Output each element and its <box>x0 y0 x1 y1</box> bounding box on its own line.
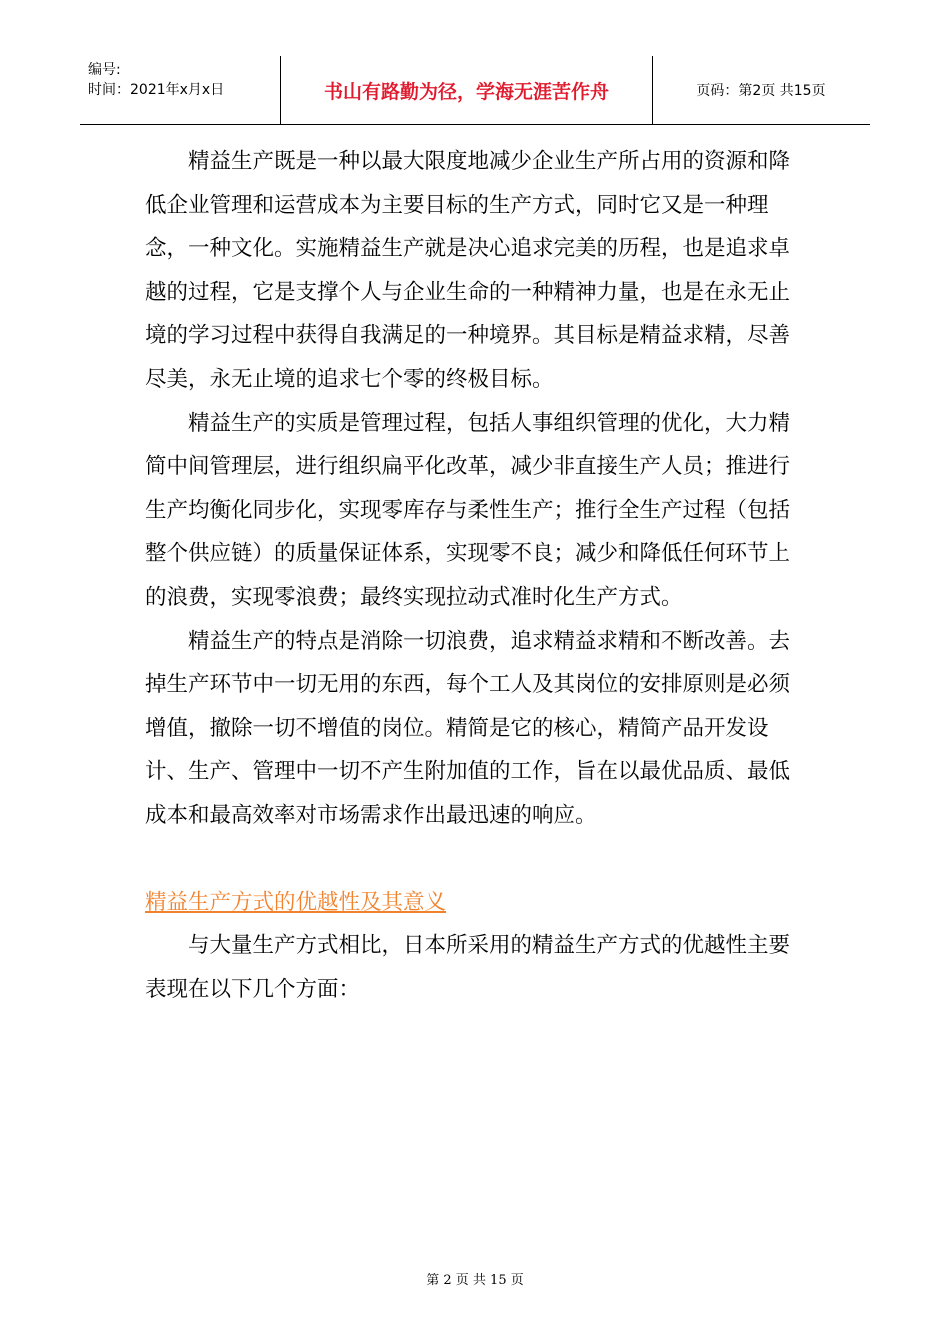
document-body <box>145 140 805 1011</box>
body-paragraph: 与大量生产方式相比，日本所采用的精益生产方式的优越性主要表现在以下几个方面： <box>145 933 791 1002</box>
page-footer: 第 2 页 共 15 页 <box>426 1273 524 1288</box>
document-number-label: 编号: <box>88 62 121 78</box>
header-meta <box>88 60 284 100</box>
header-page-info: 页码：第2页 共15页 <box>696 83 826 99</box>
document-time-label: 时间：2021年x月x日 <box>88 82 225 98</box>
header-motto: 书山有路勤为径，学海无涯苦作舟 <box>323 80 609 103</box>
body-paragraph: 精益生产的实质是管理过程，包括人事组织管理的优化，大力精简中间管理层，进行组织扁平化改革，减少非直接生产人员；推进行生产均衡化同步化，实现零库存与柔性生产；推行全生产过程（包括整个供应链）的质量保证体系，实现零不良；减少和降低任何环节上的浪费，实现零浪费；最终实现拉动式准时化生产方式。 <box>145 410 791 610</box>
page-header <box>80 56 870 125</box>
section-heading-link[interactable]: 精益生产方式的优越性及其意义 <box>145 889 447 915</box>
body-paragraph: 精益生产的特点是消除一切浪费，追求精益求精和不断改善。去掉生产环节中一切无用的东西，每个工人及其岗位的安排原则是必须增值，撤除一切不增值的岗位。精简是它的核心，精简产品开发设计、生产、管理中一切不产生附加值的工作，旨在以最优品质、最低成本和最高效率对市场需求作出最迅速的响应。 <box>145 628 791 828</box>
body-paragraph: 精益生产既是一种以最大限度地减少企业生产所占用的资源和降低企业管理和运营成本为主要目标的生产方式，同时它又是一种理念，一种文化。实施精益生产就是决心追求完美的历程，也是追求卓越的过程，它是支撑个人与企业生命的一种精神力量，也是在永无止境的学习过程中获得自我满足的一种境界。其目标是精益求精，尽善尽美，永无止境的追求七个零的终极目标。 <box>145 149 791 392</box>
